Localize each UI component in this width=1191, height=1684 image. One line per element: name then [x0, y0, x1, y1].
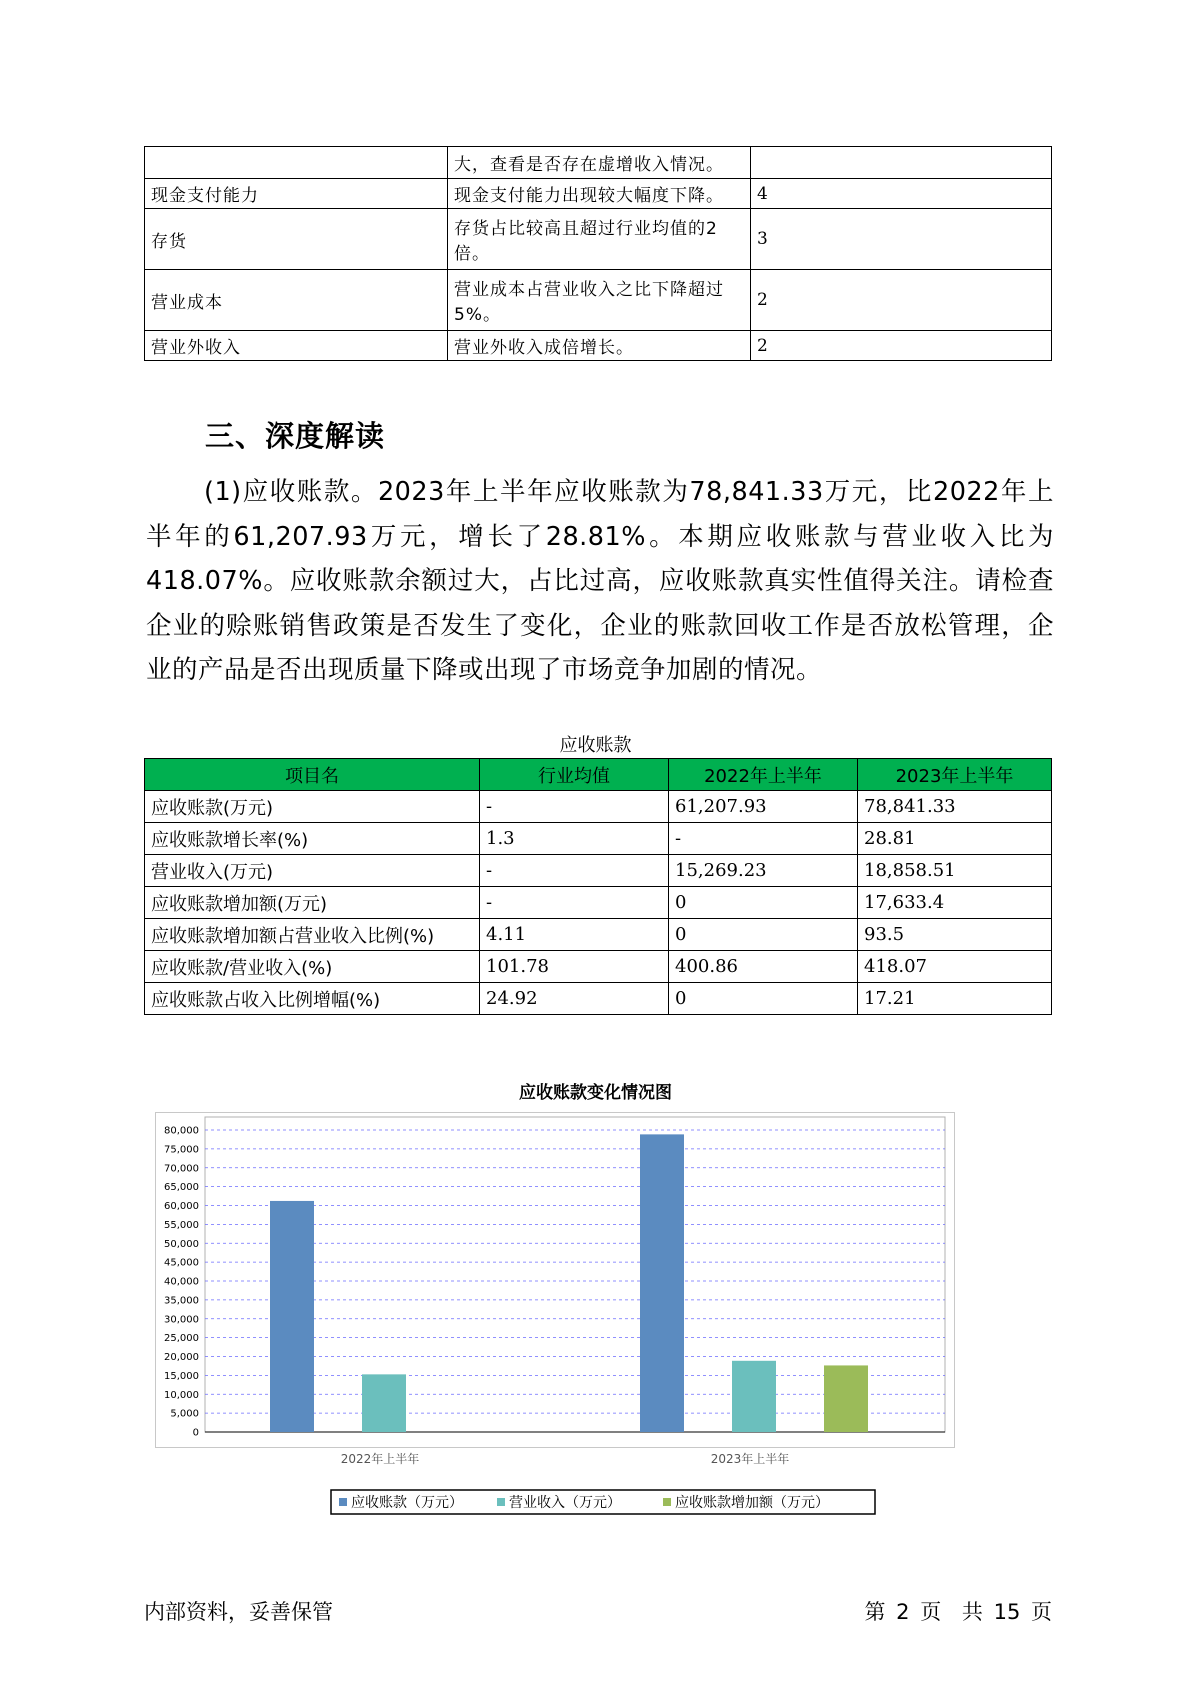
y-tick-label: 35,000: [164, 1295, 199, 1307]
risk-item-name: 营业成本: [145, 270, 448, 331]
legend-label: 营业收入（万元）: [509, 1495, 621, 1511]
risk-row: [145, 179, 1052, 209]
x-tick-label: 2022年上半年: [340, 1452, 420, 1466]
analysis-paragraph: (1)应收账款。2023年上半年应收账款为78,841.33万元，比2022年上半年的61,207.93万元，增长了28.81%。本期应收账款与营业收入比为418.07%。应收账款余额过大，占比过高，应收账款真实性值得关注。请检查企业的赊账销售政策是否发生了变化，企业的账款回收工作是否放松管理，企业的产品是否出现质量下降或出现了市场竞争加剧的情况。: [146, 477, 1054, 685]
table-row: [145, 951, 1052, 983]
column-header: 项目名: [145, 759, 480, 791]
risk-item-score: 3: [751, 209, 1052, 270]
table-row: [145, 919, 1052, 951]
risk-item-name: 营业外收入: [145, 331, 448, 361]
table-cell: 4.11: [480, 919, 669, 951]
legend-label: 应收账款增加额（万元）: [675, 1495, 829, 1511]
y-tick-label: 10,000: [164, 1389, 199, 1401]
bar: [362, 1374, 406, 1432]
y-tick-label: 25,000: [164, 1333, 199, 1345]
risk-item-desc: 现金支付能力出现较大幅度下降。: [448, 179, 751, 209]
table-cell: 18,858.51: [858, 855, 1052, 887]
table-cell: 418.07: [858, 951, 1052, 983]
table-cell: 78,841.33: [858, 791, 1052, 823]
table-cell: 营业收入(万元): [145, 855, 480, 887]
table-cell: 应收账款(万元): [145, 791, 480, 823]
total-unit: 页: [1031, 1600, 1052, 1624]
column-header: 行业均值: [480, 759, 669, 791]
receivables-table: [144, 758, 1052, 1015]
risk-row: [145, 209, 1052, 270]
table-caption: 应收账款: [559, 735, 632, 756]
table-cell: 应收账款增长率(%): [145, 823, 480, 855]
table-row: [145, 887, 1052, 919]
table-cell: 28.81: [858, 823, 1052, 855]
column-header: 2022年上半年: [669, 759, 858, 791]
table-cell: 应收账款/营业收入(%): [145, 951, 480, 983]
risk-row: [145, 147, 1052, 179]
risk-item-desc: 存货占比较高且超过行业均值的2倍。: [448, 209, 751, 270]
y-tick-label: 40,000: [164, 1276, 199, 1288]
page-prefix: 第: [864, 1600, 886, 1624]
table-cell: 400.86: [669, 951, 858, 983]
y-tick-label: 60,000: [164, 1201, 199, 1212]
risk-item-name: [145, 147, 448, 179]
bar: [640, 1134, 684, 1432]
receivables-bar-chart: [155, 1112, 1035, 1552]
y-tick-label: 80,000: [164, 1125, 199, 1137]
y-tick-label: 55,000: [164, 1219, 199, 1231]
table-cell: 应收账款增加额(万元): [145, 887, 480, 919]
risk-item-name: 存货: [145, 209, 448, 270]
y-tick-label: 5,000: [170, 1408, 199, 1420]
table-cell: 61,207.93: [669, 791, 858, 823]
y-tick-label: 50,000: [164, 1238, 199, 1250]
y-tick-label: 30,000: [164, 1314, 199, 1326]
risk-item-desc: 大，查看是否存在虚增收入情况。: [448, 147, 751, 179]
y-tick-label: 20,000: [164, 1352, 199, 1363]
x-tick-label: 2023年上半年: [710, 1452, 790, 1466]
bar: [732, 1361, 776, 1432]
y-tick-label: 0: [192, 1427, 199, 1439]
risk-item-desc: 营业外收入成倍增长。: [448, 331, 751, 361]
column-header: 2023年上半年: [858, 759, 1052, 791]
footer-page-number: [860, 1596, 1052, 1626]
table-cell: 93.5: [858, 919, 1052, 951]
bar: [270, 1201, 314, 1432]
table-cell: 0: [669, 887, 858, 919]
y-tick-label: 15,000: [164, 1370, 199, 1382]
table-cell: 1.3: [480, 823, 669, 855]
risk-item-score: 2: [751, 331, 1052, 361]
table-header-row: [145, 759, 1052, 791]
y-tick-label: 65,000: [164, 1182, 199, 1194]
page-unit: 页: [920, 1600, 942, 1624]
legend-swatch: [497, 1498, 505, 1506]
table-cell: -: [480, 887, 669, 919]
table-cell: 15,269.23: [669, 855, 858, 887]
section-heading: 三、深度解读: [205, 419, 386, 453]
table-row: [145, 823, 1052, 855]
table-cell: 17.21: [858, 983, 1052, 1015]
total-prefix: 共: [961, 1600, 983, 1624]
table-cell: 17,633.4: [858, 887, 1052, 919]
risk-row: [145, 331, 1052, 361]
table-cell: 应收账款占收入比例增幅(%): [145, 983, 480, 1015]
table-row: [145, 791, 1052, 823]
risk-item-name: 现金支付能力: [145, 179, 448, 209]
risk-item-score: [751, 147, 1052, 179]
y-tick-label: 75,000: [164, 1144, 199, 1156]
risk-score-table: [144, 146, 1052, 361]
risk-row: [145, 270, 1052, 331]
table-row: [145, 855, 1052, 887]
chart-title: 应收账款变化情况图: [519, 1083, 672, 1103]
risk-item-score: 4: [751, 179, 1052, 209]
risk-item-desc: 营业成本占营业收入之比下降超过5%。: [448, 270, 751, 331]
table-cell: -: [669, 823, 858, 855]
table-cell: -: [480, 791, 669, 823]
total-pages: 15: [993, 1600, 1021, 1624]
legend-label: 应收账款（万元）: [351, 1495, 463, 1511]
legend-swatch: [339, 1498, 347, 1506]
risk-item-score: 2: [751, 270, 1052, 331]
table-cell: 应收账款增加额占营业收入比例(%): [145, 919, 480, 951]
table-cell: 0: [669, 919, 858, 951]
page-number: 2: [896, 1600, 910, 1624]
bar: [824, 1365, 868, 1432]
footer-confidential-note: 内部资料，妥善保管: [144, 1600, 333, 1624]
legend-swatch: [663, 1498, 671, 1506]
table-cell: -: [480, 855, 669, 887]
table-cell: 24.92: [480, 983, 669, 1015]
table-cell: 101.78: [480, 951, 669, 983]
y-tick-label: 45,000: [164, 1257, 199, 1269]
y-tick-label: 70,000: [164, 1163, 199, 1175]
table-cell: 0: [669, 983, 858, 1015]
table-row: [145, 983, 1052, 1015]
